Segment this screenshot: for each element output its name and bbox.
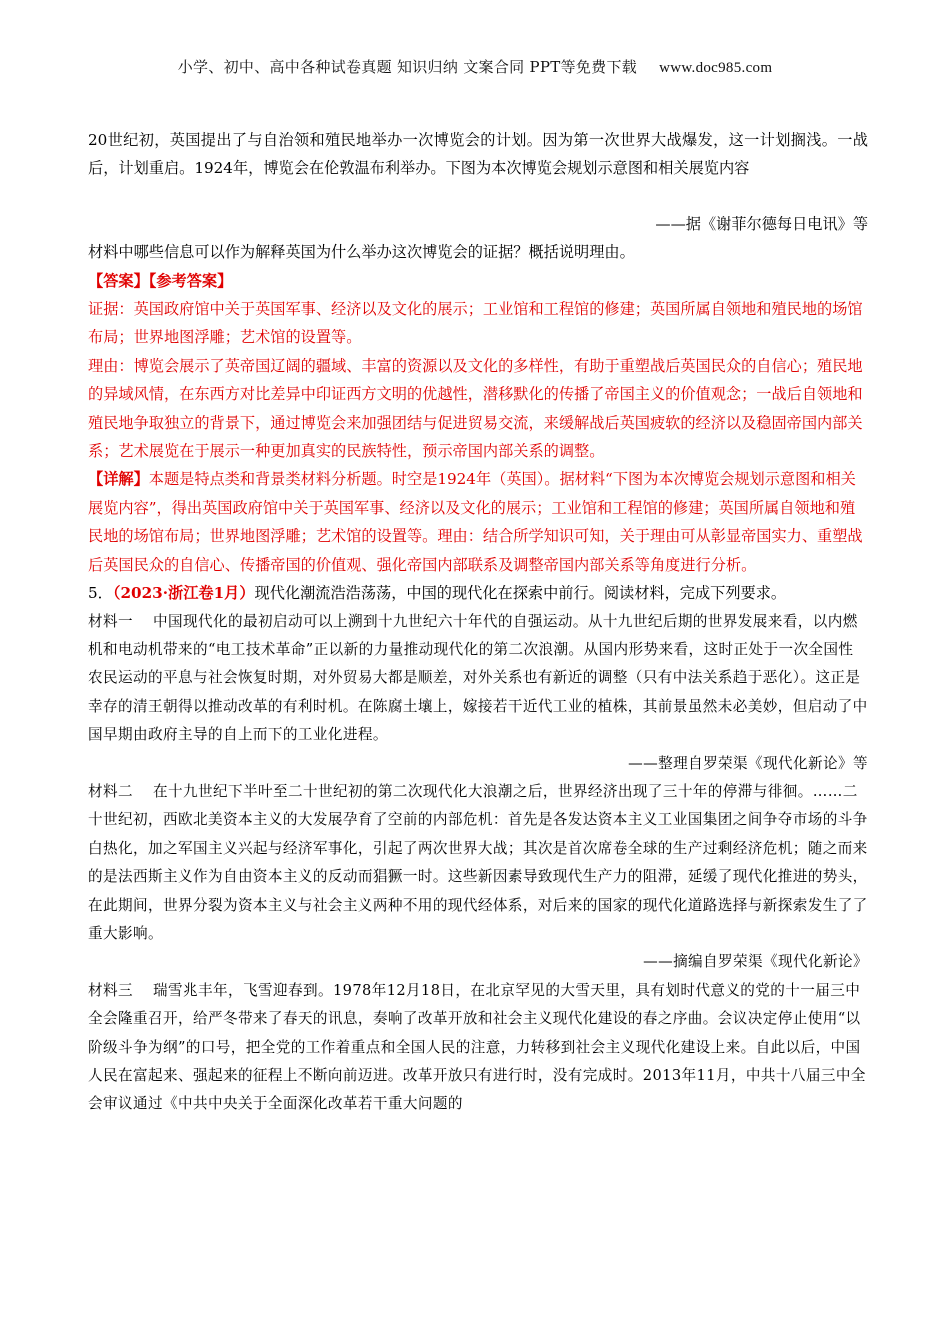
q4-question: 材料中哪些信息可以作为解释英国为什么举办这次博览会的证据？概括说明理由。 — [88, 243, 635, 262]
q5-number: 5． — [88, 584, 113, 603]
q5-tag: （2023·浙江卷1月） — [112, 584, 255, 603]
material-2-source: ——摘编自罗荣渠《现代化新论》 — [643, 953, 868, 971]
q4-evidence: 证据：英国政府馆中关于英国军事、经济以及文化的展示；工业馆和工程馆的修建；英国所属自领地和殖民地的场馆布局；世界地图浮雕；艺术馆的设置等。 — [88, 300, 863, 347]
material-2 — [88, 778, 868, 948]
material-1-text: 中国现代化的最初启动可以上溯到十九世纪六十年代的自强运动。从十九世纪后期的世界发展来看，以内燃机和电动机带来的“电工技术革命”正以新的力量推动现代化的第二次浪潮。从国内形势来看，这时正处于一次全国性农民运动的平息与社会恢复时期，对外贸易大都是顺差，对外关系也有新近的调整（只有中法关系趋于恶化）。这正是幸存的清王朝得以推动改革的有利时机。在陈腐土壤上，嫁接若干近代工业的植株，其前景虽然未必美妙，但启动了中国早期由政府主导的自上而下的工业化进程。 — [88, 612, 868, 744]
material-1-label: 材料一 — [88, 612, 133, 630]
material-1 — [88, 608, 868, 750]
header-site-link[interactable]: www.doc985.com — [659, 60, 773, 76]
material-3-label: 材料三 — [88, 981, 133, 999]
material-3-text: 瑞雪兆丰年，飞雪迎春到。1978年12月18日，在北京罕见的大雪天里，具有划时代意义的党的十一届三中全会隆重召开，给严冬带来了春天的讯息，奏响了改革开放和社会主义现代化建设的春之序曲。会议决定停止使用“以阶级斗争为纲”的口号，把全党的工作着重点和全国人民的注意，力转移到社会主义现代化建设上来。自此以后，中国人民在富起来、强起来的征程上不断向前迈进。改革开放只有进行时，没有完成时。2013年11月，中共十八届三中全会审议通过《中共中央关于全面深化改革若干重大问题的 — [88, 981, 866, 1113]
q5-intro-text: 现代化潮流浩浩荡荡，中国的现代化在探索中前行。阅读材料，完成下列要求。 — [254, 584, 787, 603]
material-2-label: 材料二 — [88, 782, 133, 800]
q4-detail-text: 本题是特点类和背景类材料分析题。时空是1924年（英国）。据材料“下图为本次博览会规划示意图和相关展览内容”，得出英国政府馆中关于英国军事、经济以及文化的展示；工业馆和工程馆的修建；英国所属自领地和殖民地的场馆布局；世界地图浮雕；艺术馆的设置等。理由：结合所学知识可知，关于理由可从彰显帝国实力、重塑战后英国民众的自信心、传播帝国的价值观、强化帝国内部联系及调整帝国内部关系等角度进行分析。 — [88, 470, 863, 574]
page-header — [0, 56, 950, 77]
q4-answer-label: 【答案】【参考答案】 — [88, 271, 233, 290]
q4-detail-label: 【详解】 — [88, 470, 149, 489]
q4-source: ——据《谢菲尔德每日电讯》等 — [655, 214, 868, 233]
q4-material: 20世纪初，英国提出了与自治领和殖民地举办一次博览会的计划。因为第一次世界大战爆发，这一计划搁浅。一战后，计划重启。1924年，博览会在伦敦温布利举办。下图为本次博览会规划示意图和相关展览内容 — [88, 131, 868, 178]
q4-reason: 理由：博览会展示了英帝国辽阔的疆域、丰富的资源以及文化的多样性，有助于重塑战后英国民众的自信心；殖民地的异域风情，在东西方对比差异中印证西方文明的优越性，潜移默化的传播了帝国主义的价值观念；一战后自领地和殖民地争取独立的背景下，通过博览会来加强团结与促进贸易交流，来缓解战后英国疲软的经济以及稳固帝国内部关系；艺术展览在于展示一种更加真实的民族特性，预示帝国内部关系的调整。 — [88, 356, 863, 461]
document-body — [88, 126, 868, 1119]
material-3 — [88, 977, 868, 1119]
material-2-text: 在十九世纪下半叶至二十世纪初的第二次现代化大浪潮之后，世界经济出现了三十年的停滞与徘徊。……二十世纪初，西欧北美资本主义的大发展孕育了空前的内部危机：首先是各发达资本主义工业国集团之间争夺市场的斗争白热化，加之军国主义兴起与经济军事化，引起了两次世界大战；其次是首次席卷全球的生产过剩经济危机；随之而来的是法西斯主义作为自由资本主义的反动而猖獗一时。这些新因素导致现代生产力的阻滞，延缓了现代化推进的势头，在此期间，世界分裂为资本主义与社会主义两种不用的现代经体系，对后来的国家的现代化道路选择与新探索发生了了重大影响。 — [88, 782, 868, 942]
material-1-source: ——整理自罗荣渠《现代化新论》等 — [628, 754, 868, 772]
q5-intro — [88, 579, 868, 607]
header-text: 小学、初中、高中各种试卷真题 知识归纳 文案合同 PPT等免费下载 — [177, 58, 638, 76]
q4-detail — [88, 465, 868, 579]
